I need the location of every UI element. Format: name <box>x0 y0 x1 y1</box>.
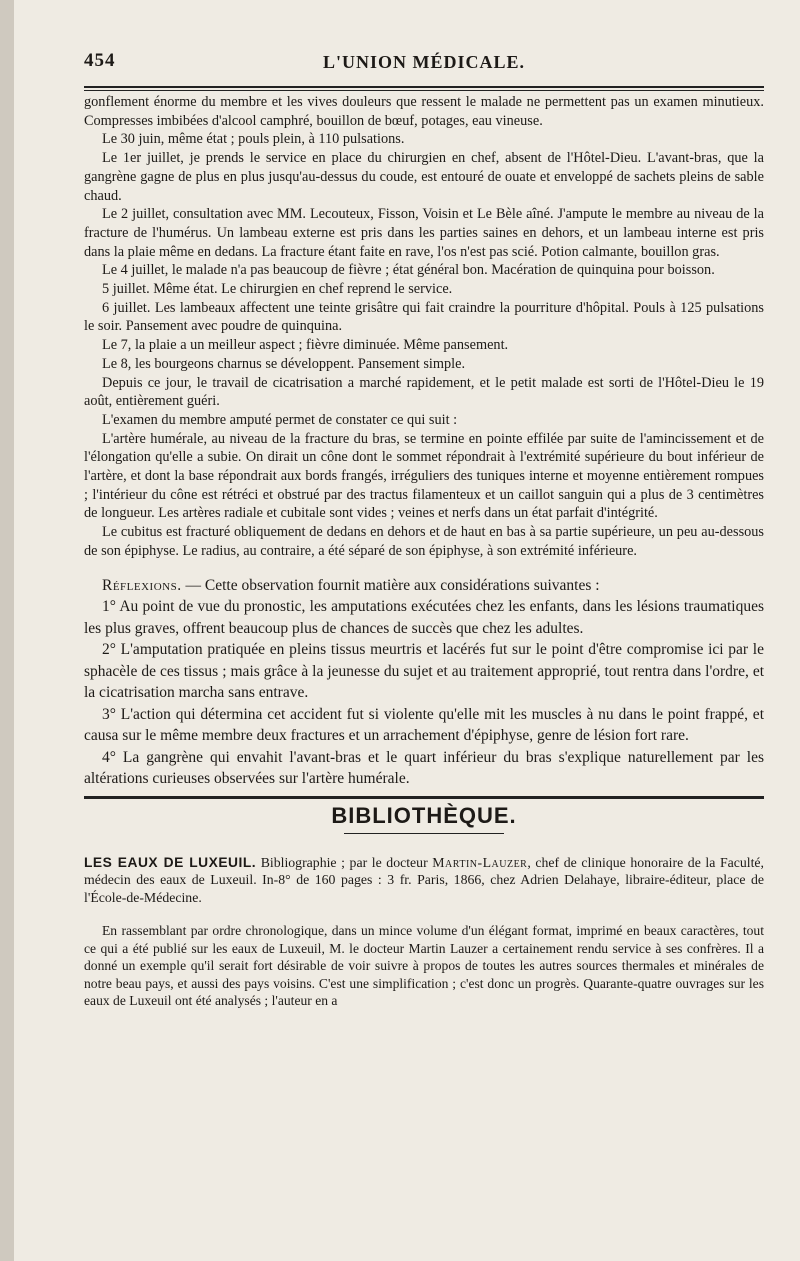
paragraph: 5 juillet. Même état. Le chirurgien en chef reprend le service. <box>102 281 453 298</box>
paragraph: gonflement énorme du membre et les vives douleurs que ressent le malade ne permettent pas un examen minutieux. Compresses imbibées d'alcool camphré, bouillon de bœuf, potages, eau vineuse. <box>84 94 764 129</box>
entry-author: Martin-Lauzer <box>432 854 528 870</box>
section-heading: BIBLIOTHÈQUE. <box>331 802 517 828</box>
paragraph: 6 juillet. Les lambeaux affectent une teinte grisâtre qui fait craindre la pourriture d'hôpital. Pouls à 125 pulsations le soir. Pansement avec poudre de quinquina. <box>84 299 764 335</box>
running-head: L'UNION MÉDICALE. <box>322 52 526 72</box>
paragraph: Le cubitus est fracturé obliquement de dedans en dehors et de haut en bas à sa partie supérieure, un peu au-dessous de son épiphyse. Le radius, au contraire, a été séparé de son épiphyse, à son extrémité inférieure. <box>84 524 764 559</box>
heading-underline <box>344 833 504 834</box>
reflexion-point: 4° La gangrène qui envahit l'avant-bras et le quart inférieur du bras s'explique naturellement par les altérations curieuses observées sur l'artère humérale. <box>84 748 764 788</box>
reflexions-section <box>84 575 764 790</box>
header-rule <box>84 86 764 88</box>
section-rule <box>84 796 764 799</box>
page-header <box>84 44 764 78</box>
paragraph: Le 8, les bourgeons charnus se développent. Pansement simple. <box>102 355 466 372</box>
paragraph: Depuis ce jour, le travail de cicatrisation a marché rapidement, et le petit malade est sorti de l'Hôtel-Dieu le 19 août, entièrement guéri. <box>84 374 764 410</box>
paragraph: L'artère humérale, au niveau de la fracture du bras, se termine en pointe effilée par suite de l'amincissement et de l'élongation qu'elle a subie. On dirait un cône dont le sommet répondrait à l'extrémité supérieure du bout inférieur de l'artère, et dont la base répondrait aux bords frangés, irréguliers des tuniques interne et moyenne entièrement rompues ; l'intérieur du cône est rétréci et obstrué par des tractus filamenteux et un caillot sanguin qui a plus de 3 centimètres de longueur. Les artères radiale et cubitale sont vides ; veines et nerfs dans un état parfait d'intégrité. <box>84 430 764 522</box>
paragraph: Le 2 juillet, consultation avec MM. Lecouteux, Fisson, Voisin et Le Bèle aîné. J'ampute le membre au niveau de la fracture de l'humérus. Un lambeau externe est pris dans les parties saines en dehors, et un lambeau interne est pris dans la plaie même en dedans. La fracture étant faite en rave, l'os n'est pas scié. Potion calmante, bouillon gras. <box>84 206 764 260</box>
reflexion-point: 1° Au point de vue du pronostic, les amputations exécutées chez les enfants, dans les lésions traumatiques les plus graves, offrent beaucoup plus de chances de succès que chez les adultes. <box>84 598 764 637</box>
paragraph: Le 7, la plaie a un meilleur aspect ; fièvre diminuée. Même pansement. <box>102 337 509 354</box>
paragraph: Le 30 juin, même état ; pouls plein, à 110 pulsations. <box>102 131 405 148</box>
binding-gutter <box>0 0 14 1261</box>
header-rule-thin <box>84 90 764 91</box>
bibliography-entry <box>84 854 764 907</box>
paragraph: Le 1er juillet, je prends le service en place du chirurgien en chef, absent de l'Hôtel-Dieu. L'avant-bras, que la gangrène gagne de plus en plus jusqu'au-dessus du coude, est entouré de ouate et enveloppé de sachets pleins de sable chaud. <box>84 150 764 204</box>
reflexions-intro-text: — Cette observation fournit matière aux considérations suivantes : <box>185 576 600 594</box>
reflexion-point: 3° L'action qui détermina cet accident fut si violente qu'elle mit les muscles à nu dans le point frappé, et causa sur le même membre deux fractures et un arrachement d'épiphyse, genre de lésion fort rare. <box>84 705 764 745</box>
entry-text: Bibliographie ; par le docteur <box>260 854 428 870</box>
reflexion-point: 2° L'amputation pratiquée en pleins tissus meurtris et lacérés fut sur le point d'être compromise ici par le sphacèle de ces tissus ; mais grâce à la jeunesse du sujet et au traitement approprié, tout rentra dans l'ordre, et la cicatrisation marcha sans entrave. <box>84 641 764 702</box>
reflexions-intro <box>84 575 764 597</box>
reflexions-label: Réflexions. <box>102 576 182 594</box>
entry-details: , chef de clinique honoraire de la Faculté, médecin des eaux de Luxeuil. In-8° de 160 pages : 3 fr. Paris, 1866, chez Adrien Delahaye, libraire-éditeur, place de l'École-de-Médecine. <box>84 854 765 905</box>
entry-title: LES EAUX DE LUXEUIL. <box>84 854 257 870</box>
paragraph: L'examen du membre amputé permet de constater ce qui suit : <box>102 411 458 428</box>
review-text <box>84 922 764 1010</box>
observation-text <box>84 93 764 561</box>
page-number: 454 <box>84 50 116 71</box>
paragraph: Le 4 juillet, le malade n'a pas beaucoup de fièvre ; état général bon. Macération de quinquina pour boisson. <box>102 262 715 279</box>
paragraph: En rassemblant par ordre chronologique, dans un mince volume d'un élégant format, imprimé en beaux caractères, tout ce qui a été publié sur les eaux de Luxeuil, M. le docteur Martin Lauzer a certainement rendu service à ses confrères. Il a donné un exemple qu'il serait fort désirable de voir suivre à propos de toutes les autres sources thermales et minérales de notre beau pays, et aussi des pays voisins. C'est une simplification ; c'est donc un progrès. Quarante-quatre ouvrages sur les eaux de Luxeuil ont été analysés ; l'auteur en a <box>84 923 764 1009</box>
